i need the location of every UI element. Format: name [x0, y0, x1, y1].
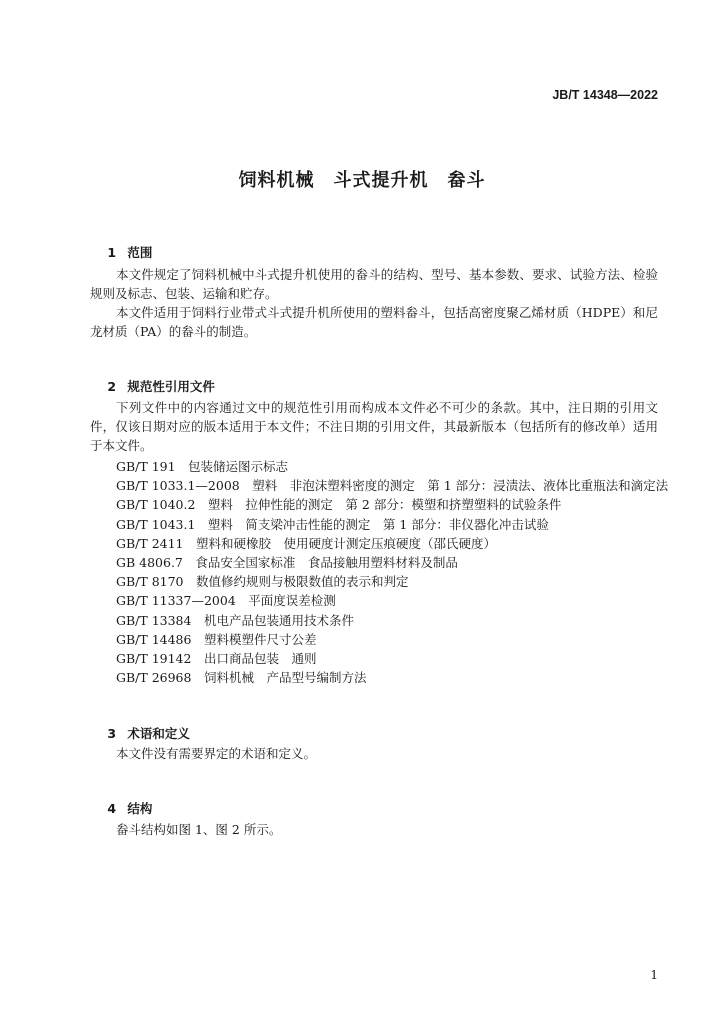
reference-item: GB/T 19142 出口商品包装 通则: [116, 650, 317, 666]
section-title: 术语和定义: [127, 726, 190, 741]
reference-item: GB/T 1040.2 塑料 拉伸性能的测定 第 2 部分：模塑和挤塑塑料的试验条件: [116, 497, 562, 513]
section-number: 3: [107, 726, 117, 741]
section-4-body: [90, 820, 658, 839]
section-1-body: [90, 265, 658, 341]
reference-item: GB/T 2411 塑料和硬橡胶 使用硬度计测定压痕硬度（邵氏硬度）: [116, 535, 497, 551]
section-number: 4: [107, 801, 117, 816]
section-number: 1: [107, 245, 117, 260]
section-title: 规范性引用文件: [127, 379, 215, 394]
paragraph: 本文件规定了饲料机械中斗式提升机使用的畚斗的结构、型号、基本参数、要求、试验方法、检验规则及标志、包装、运输和贮存。: [90, 267, 658, 301]
section-3-body: [90, 744, 658, 763]
reference-item: GB/T 191 包装储运图示标志: [116, 459, 289, 474]
page-number: 1: [650, 968, 658, 982]
reference-item: GB/T 14486 塑料模塑件尺寸公差: [116, 631, 317, 647]
reference-item: GB/T 1033.1—2008 塑料 非泡沫塑料密度的测定 第 1 部分：浸渍法、液体比重瓶法和滴定法: [116, 478, 669, 494]
standard-code: JB/T 14348—2022: [552, 88, 658, 102]
section-2-intro: [90, 398, 658, 455]
reference-item: GB/T 8170 数值修约规则与极限数值的表示和判定: [116, 574, 409, 590]
normative-references-list: [116, 457, 668, 687]
reference-item: GB 4806.7 食品安全国家标准 食品接触用塑料材料及制品: [116, 554, 458, 570]
reference-item: GB/T 26968 饲料机械 产品型号编制方法: [116, 670, 367, 686]
reference-item: GB/T 11337—2004 平面度误差检测: [116, 593, 336, 609]
paragraph: 本文件适用于饲料行业带式斗式提升机所使用的塑料畚斗，包括高密度聚乙烯材质（HDPE）和尼龙材质（PA）的畚斗的制造。: [90, 305, 658, 339]
section-title: 范围: [127, 245, 153, 260]
section-title: 结构: [127, 801, 153, 816]
paragraph: 下列文件中的内容通过文中的规范性引用而构成本文件必不可少的条款。其中，注日期的引用文件，仅该日期对应的版本适用于本文件；不注日期的引用文件，其最新版本（包括所有的修改单）适用于本文件。: [90, 400, 658, 453]
paragraph: 本文件没有需要界定的术语和定义。: [116, 746, 317, 761]
section-number: 2: [107, 379, 117, 394]
reference-item: GB/T 1043.1 塑料 简支梁冲击性能的测定 第 1 部分：非仪器化冲击试验: [116, 516, 549, 532]
document-title: 饲料机械 斗式提升机 畚斗: [238, 170, 486, 191]
paragraph: 畚斗结构如图 1、图 2 所示。: [116, 822, 282, 837]
reference-item: GB/T 13384 机电产品包装通用技术条件: [116, 612, 354, 628]
